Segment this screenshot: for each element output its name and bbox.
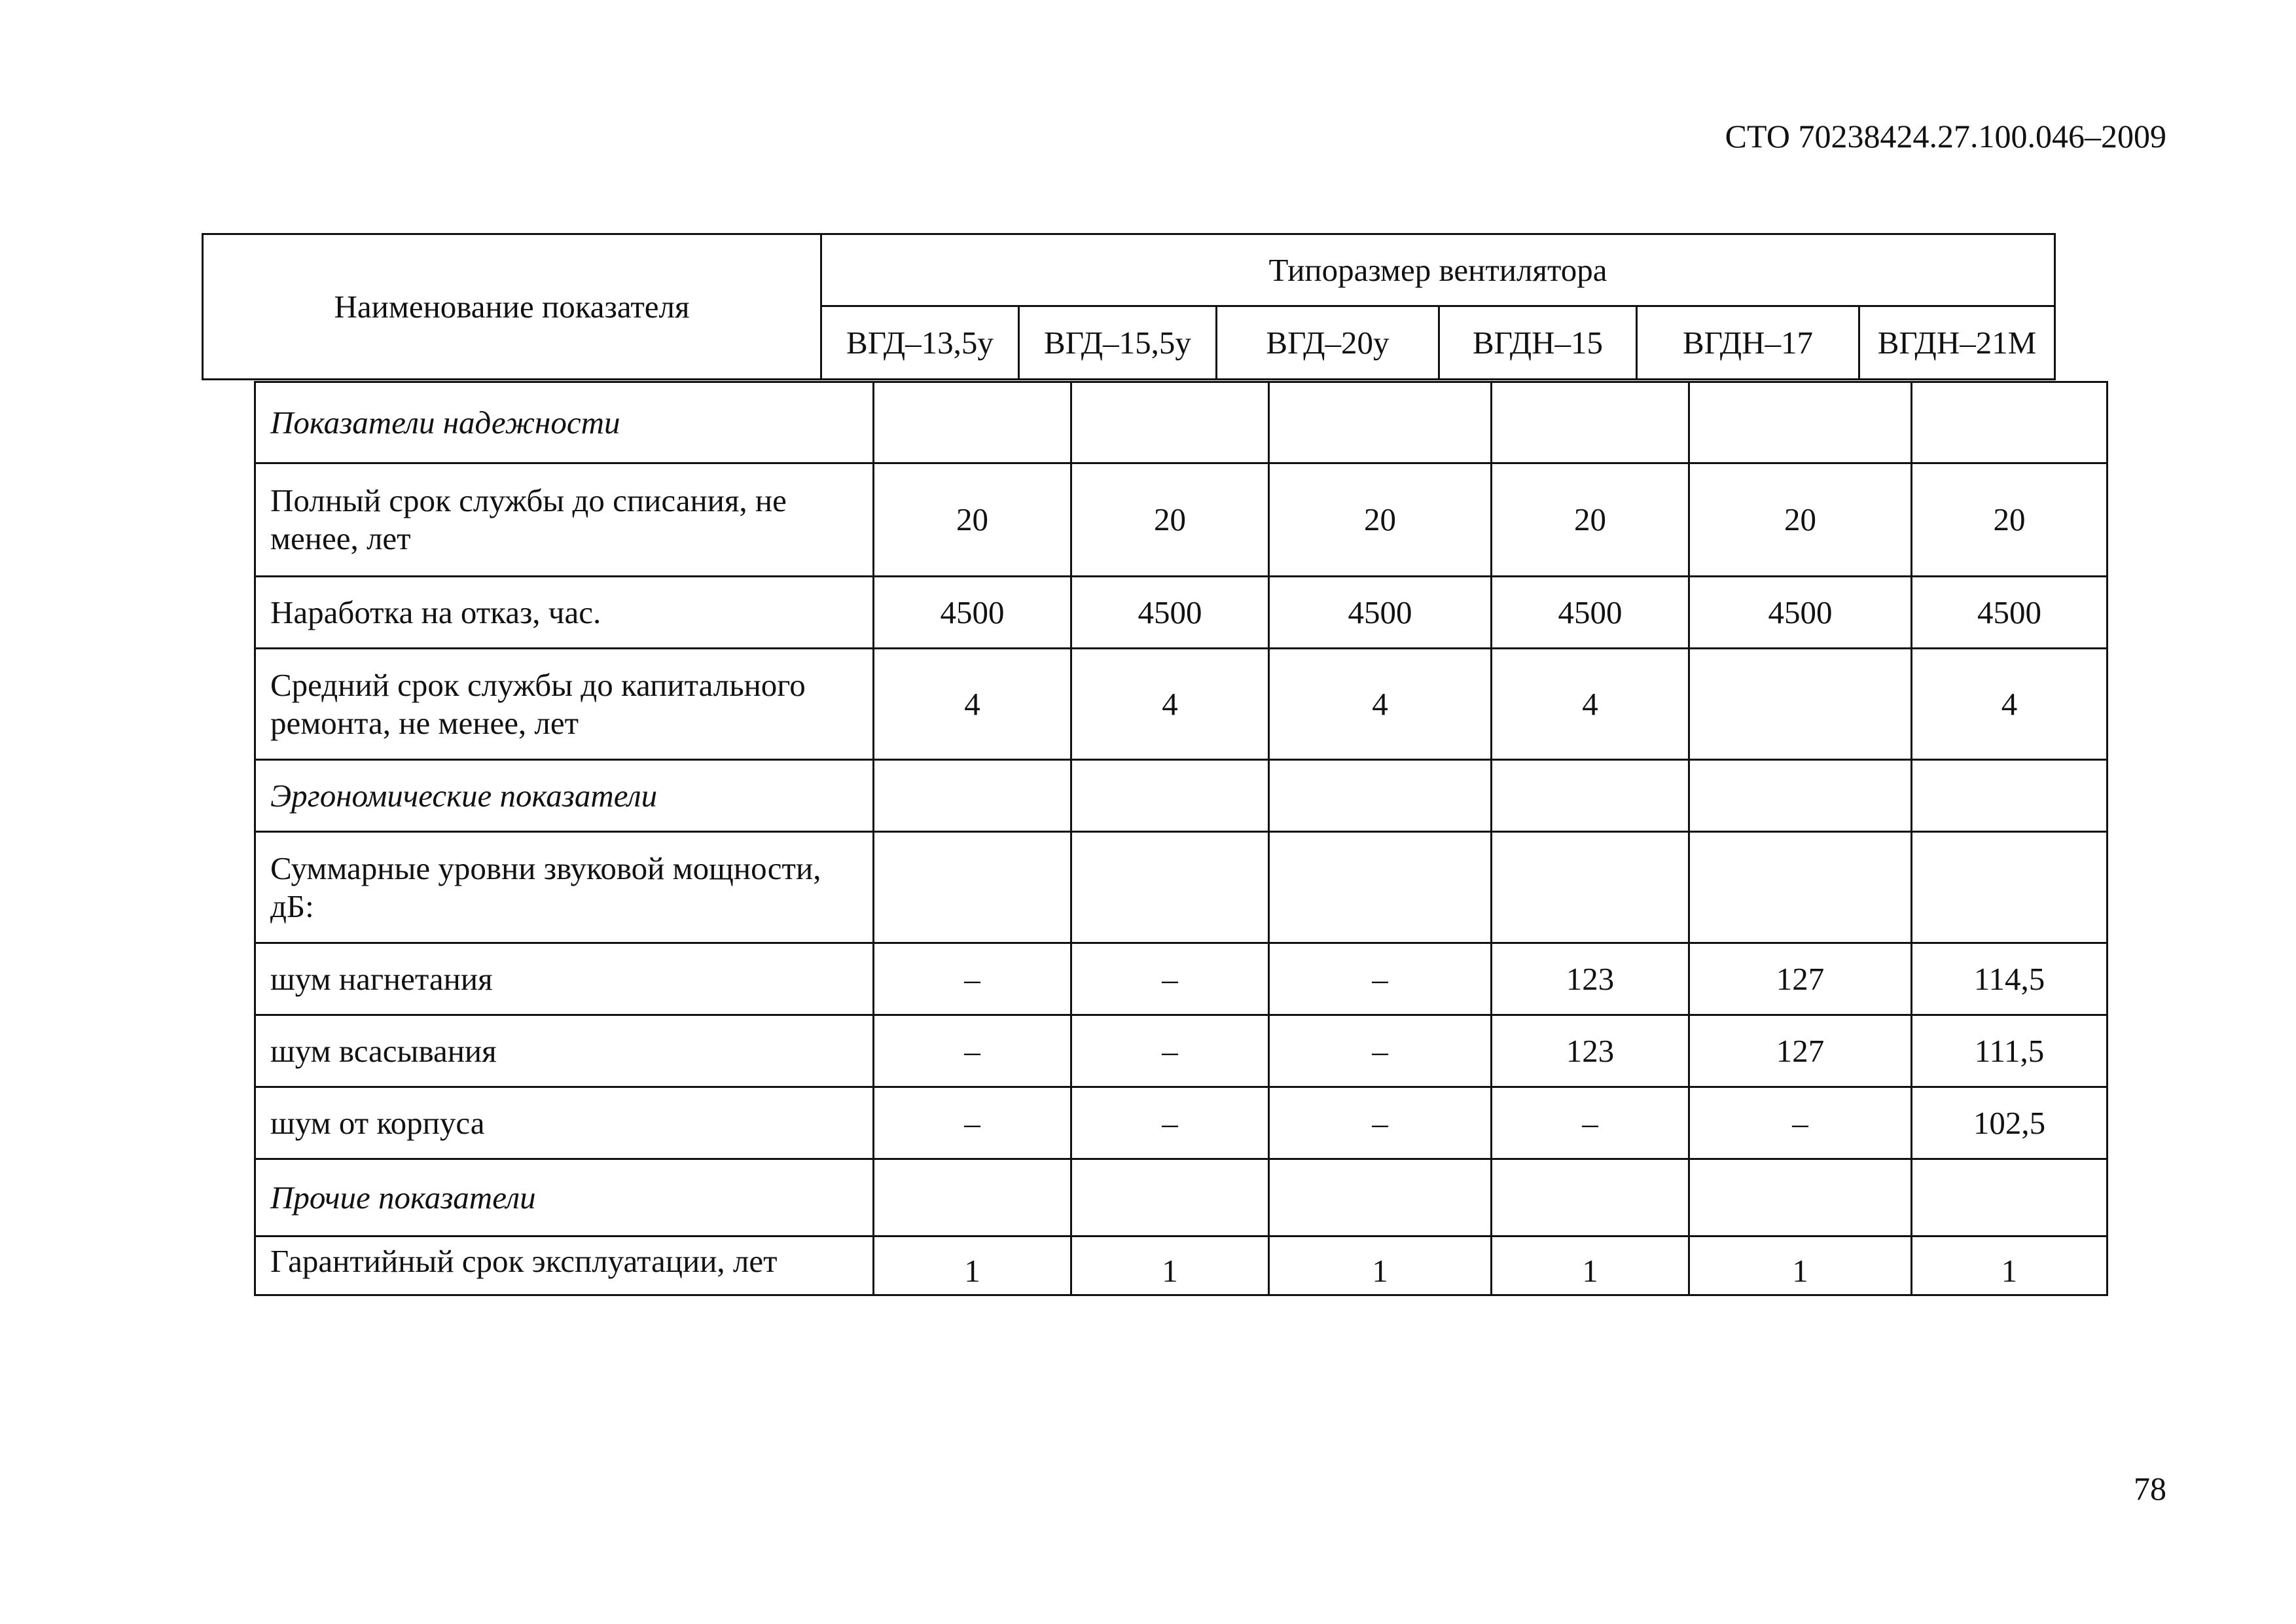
header-name-label: Наименование показателя [334,288,690,325]
value-cell: 111,5 [1912,1015,2108,1087]
value-cell: 1 [874,1236,1071,1295]
value-cell [1689,832,1912,943]
value-cell: 4500 [874,577,1071,649]
value-cell [1071,382,1269,463]
document-code: СТО 70238424.27.100.046–2009 [1725,118,2166,154]
header-group-label: Типоразмер вентилятора [1268,251,1607,288]
value-cell: 20 [1689,463,1912,577]
table-body [254,381,2108,1296]
value-cell: – [874,1015,1071,1087]
header-column-5: ВГДН–17 [1637,306,1859,380]
value-cell: – [1071,1015,1269,1087]
value-cell [1269,1159,1492,1236]
section-row [255,1159,2108,1236]
value-cell: 4 [1071,649,1269,760]
value-cell: 1 [1912,1236,2108,1295]
value-cell [1689,382,1912,463]
value-cell [874,760,1071,832]
table-row [255,649,2108,760]
value-cell: 123 [1492,943,1689,1015]
header-column-2: ВГД–15,5у [1019,306,1217,380]
value-cell: 123 [1492,1015,1689,1087]
value-cell [1269,832,1492,943]
table-row [255,1236,2108,1295]
table-row [255,1087,2108,1159]
value-cell: – [1492,1087,1689,1159]
value-cell: 4500 [1269,577,1492,649]
value-cell [1689,760,1912,832]
header-column-6: ВГДН–21М [1859,306,2055,380]
value-cell: – [874,943,1071,1015]
value-cell: 127 [1689,943,1912,1015]
value-cell: 20 [874,463,1071,577]
value-cell: 4 [1269,649,1492,760]
row-label: Полный срок службы до списания, не менее, лет [255,463,874,577]
section-label: Показатели надежности [255,382,874,463]
row-label: шум от корпуса [255,1087,874,1159]
header-name-cell [203,234,821,380]
value-cell [1912,382,2108,463]
value-cell [1269,382,1492,463]
table-row [255,1015,2108,1087]
value-cell [1492,1159,1689,1236]
value-cell: – [1269,1087,1492,1159]
value-cell: 127 [1689,1015,1912,1087]
row-label: шум нагнетания [255,943,874,1015]
value-cell: 4500 [1492,577,1689,649]
row-label: Средний срок службы до капитального ремонта, не менее, лет [255,649,874,760]
value-cell [1492,382,1689,463]
value-cell: – [874,1087,1071,1159]
table-row [255,943,2108,1015]
value-cell: 4 [1912,649,2108,760]
header-column-1: ВГД–13,5у [821,306,1019,380]
value-cell: 1 [1492,1236,1689,1295]
value-cell: – [1269,1015,1492,1087]
row-label: Суммарные уровни звуковой мощности, дБ: [255,832,874,943]
value-cell: 1 [1689,1236,1912,1295]
table-row [255,832,2108,943]
row-label: шум всасывания [255,1015,874,1087]
section-label: Эргономические показатели [255,760,874,832]
value-cell [1071,832,1269,943]
header-column-4: ВГДН–15 [1439,306,1637,380]
value-cell: 102,5 [1912,1087,2108,1159]
value-cell [1492,760,1689,832]
value-cell [874,832,1071,943]
row-label: Гарантийный срок эксплуатации, лет [255,1236,874,1295]
value-cell: 20 [1269,463,1492,577]
page-number: 78 [2134,1470,2166,1507]
value-cell [1912,832,2108,943]
value-cell: 4 [874,649,1071,760]
table-row [255,463,2108,577]
section-row [255,760,2108,832]
value-cell [1492,832,1689,943]
section-row [255,382,2108,463]
value-cell: 4500 [1071,577,1269,649]
value-cell [1071,760,1269,832]
value-cell: – [1689,1087,1912,1159]
header-group-cell [821,234,2055,306]
value-cell [1071,1159,1269,1236]
value-cell [1912,760,2108,832]
value-cell: 4 [1492,649,1689,760]
value-cell: 1 [1269,1236,1492,1295]
value-cell: – [1071,943,1269,1015]
section-label: Прочие показатели [255,1159,874,1236]
value-cell [874,382,1071,463]
table-row [255,577,2108,649]
value-cell: 1 [1071,1236,1269,1295]
value-cell: 20 [1071,463,1269,577]
value-cell [1912,1159,2108,1236]
table-header [202,233,2056,380]
value-cell: 114,5 [1912,943,2108,1015]
value-cell: 20 [1912,463,2108,577]
value-cell: 4500 [1689,577,1912,649]
header-column-3: ВГД–20у [1217,306,1439,380]
row-label: Наработка на отказ, час. [255,577,874,649]
value-cell: 20 [1492,463,1689,577]
value-cell [874,1159,1071,1236]
value-cell: 4500 [1912,577,2108,649]
value-cell [1689,1159,1912,1236]
value-cell: – [1071,1087,1269,1159]
value-cell [1269,760,1492,832]
value-cell [1689,649,1912,760]
value-cell: – [1269,943,1492,1015]
